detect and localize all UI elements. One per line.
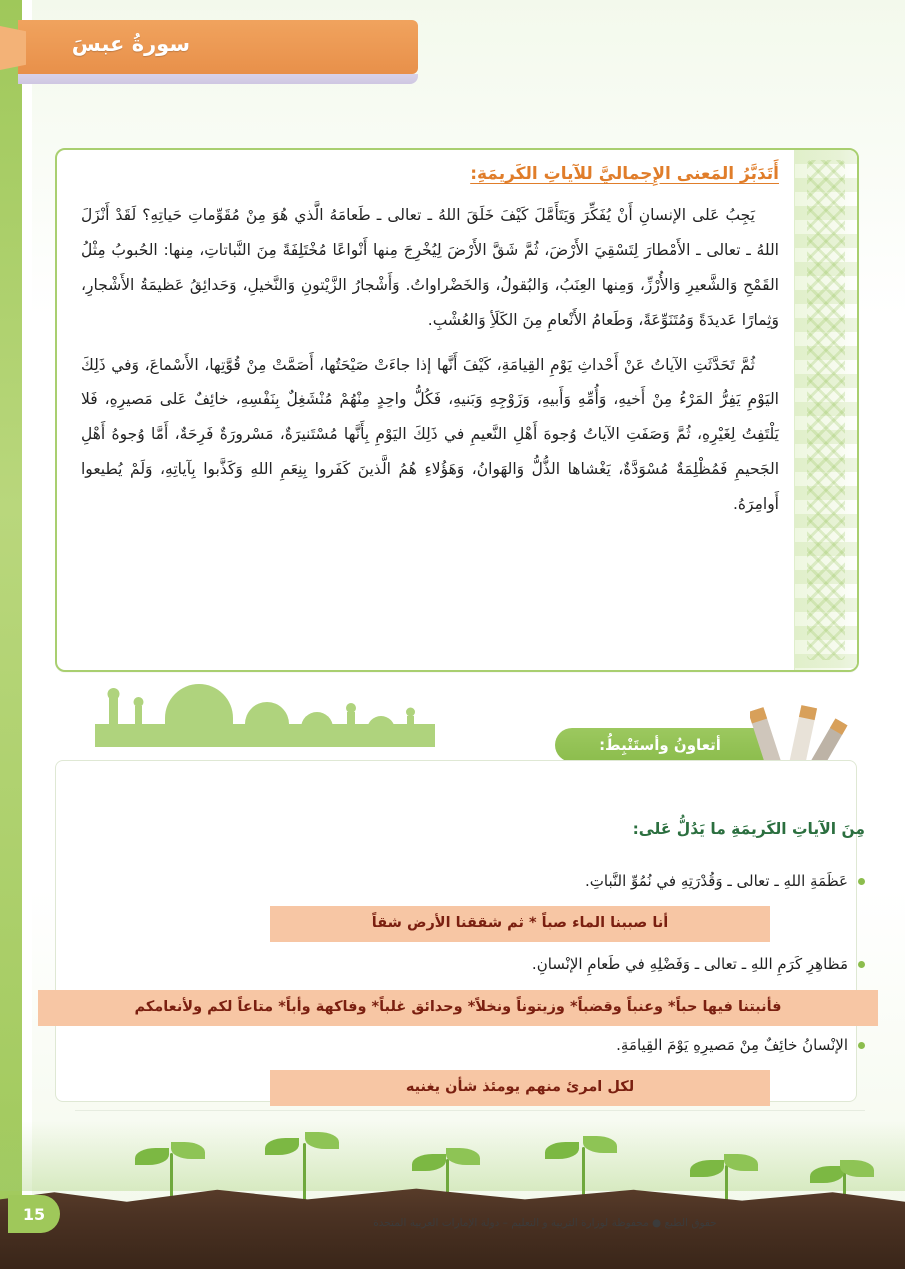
activity-item [305, 955, 865, 973]
surah-title: سورةُ عبسَ [71, 32, 190, 56]
activity-answer: فأنبتنا فيها حباً* وعنباً وقضباً* وزيتوناً ونخلاً* وحدائق غلباً* وفاكهة وأباً* متاعاً لكم ولأنعامكم [38, 990, 878, 1026]
tadabbur-paragraph: ثُمَّ تَحَدَّثَتِ الآياتُ عَنْ أَحْداثِ يَوْمِ القِيامَةِ، كَيْفَ أَنَّها إذا جاءَتْ صَيْحَتُها، أَصَمَّتْ مِنْ قُوَّتِها، الأَسْماعَ، وَفي ذَلِكَ اليَوْمِ يَفِرُّ المَرْءُ مِنْ أَخيهِ، وَأُمِّهِ وَأَبيهِ، وَزَوْجِهِ وَبَنيهِ، فَكُلُّ واحِدٍ مِنْهُمْ مُنْشَغِلٌ بِنَفْسِهِ، خائِفٌ عَلى مَصيرِهِ، فَلا يَلْتَفِتُ لِغَيْرِهِ، ثُمَّ وَصَفَتِ الآياتُ وُجوهَ أَهْلِ النَّعيمِ في ذَلِكَ اليَوْمِ بِأَنَّها مُسْتَنيرَةٌ، مَسْرورَةٌ فَرِحَةٌ، أَمَّا وُجوهُ أَهْلِ الجَحيمِ فَمُظْلِمَةٌ مُسْوَدَّةٌ، يَغْشاها الذُّلُّ وَالهَوانُ، وَهَؤُلاءِ هُمُ الَّذينَ كَفَروا بِنِعَمِ اللهِ وَكَذَّبوا بِآياتِهِ، وَلَمْ يُطيعوا أَوامِرَهُ. [81, 355, 779, 513]
bullet-dot-icon [858, 878, 865, 885]
divider [75, 1110, 865, 1111]
mosque-skyline-icon [95, 672, 435, 747]
activity-lead: مِنَ الآياتِ الكَريمَةِ ما يَدُلُّ عَلى: [632, 820, 865, 838]
header-ribbon [0, 20, 420, 82]
activity-item-prompt: عَظَمَةِ اللهِ ـ تعالى ـ وَقُدْرَتِهِ في نُمُوِّ النَّباتِ. [585, 872, 848, 890]
activity-item [305, 872, 865, 890]
ornamental-border-icon [794, 150, 857, 670]
tadabbur-title: أَتَدَبَّرُ المَعنى الإِجماليَّ للآياتِ الكَريمَةِ: [470, 164, 779, 184]
activity-answer: لكل امرئ منهم يومئذ شأن يغنيه [270, 1070, 770, 1106]
activity-tab [555, 728, 765, 762]
activity-answer: أنا صببنا الماء صباً * ثم شققنا الأرض شقاً [270, 906, 770, 942]
page-number: 15 [8, 1195, 60, 1233]
page-spine-decoration [0, 0, 22, 1269]
tadabbur-box [55, 148, 859, 672]
activity-tab-label: أتعاونُ وأستَنْبِطُ: [599, 736, 721, 754]
activity-item-prompt: الإنْسانُ خائِفٌ مِنْ مَصيرِهِ يَوْمَ القِيامَةِ. [616, 1036, 848, 1054]
tadabbur-paragraph: يَجِبُ عَلى الإنسانِ أَنْ يُفَكِّرَ وَيَتَأَمَّلَ كَيْفَ خَلَقَ اللهُ ـ تعالى ـ طَعامَهُ الَّذي هُوَ مِنْ مُقَوِّماتِ حَياتِهِ؟ لَقَدْ أَنْزَلَ اللهُ ـ تعالى ـ الأَمْطارَ لِتَسْقِيَ الأَرْضَ، ثُمَّ شَقَّ الأَرْضَ لِيُخْرِجَ مِنها أَنْواعًا مُخْتَلِفَةً مِنَ النَّباتاتِ، مِنها: الحُبوبُ مِثْلُ القَمْحِ وَالشَّعيرِ وَالأُرْزِّ، وَمِنها العِنَبُ، وَالبُقولُ، وَالخَضْراواتُ. وَأَشْجارُ الزَّيْتونِ وَالنَّخيلِ، وَحَدائِقُ عَظيمَةُ الأَشْجارِ، وَثِمارًا عَديدَةً وَمُتَنَوِّعَةً، وَطَعامُ الأَنْعامِ مِنَ الكَلَأِ وَالعُشْبِ. [81, 206, 779, 329]
bullet-dot-icon [858, 1042, 865, 1049]
bullet-dot-icon [858, 961, 865, 968]
activity-item-prompt: مَظاهِرِ كَرَمِ اللهِ ـ تعالى ـ وَفَضْلِهِ في طَعامِ الإنْسانِ. [531, 955, 848, 973]
page-spine-white-gap [22, 0, 32, 1269]
header-notch-decoration [0, 26, 26, 70]
activity-item [305, 1036, 865, 1054]
tadabbur-body [81, 198, 779, 532]
copyright-note: حقوق الطبع ● محفوظة لوزارة التربية و التعليم – دولة الإمارات العربية المتحدة [373, 1217, 717, 1229]
